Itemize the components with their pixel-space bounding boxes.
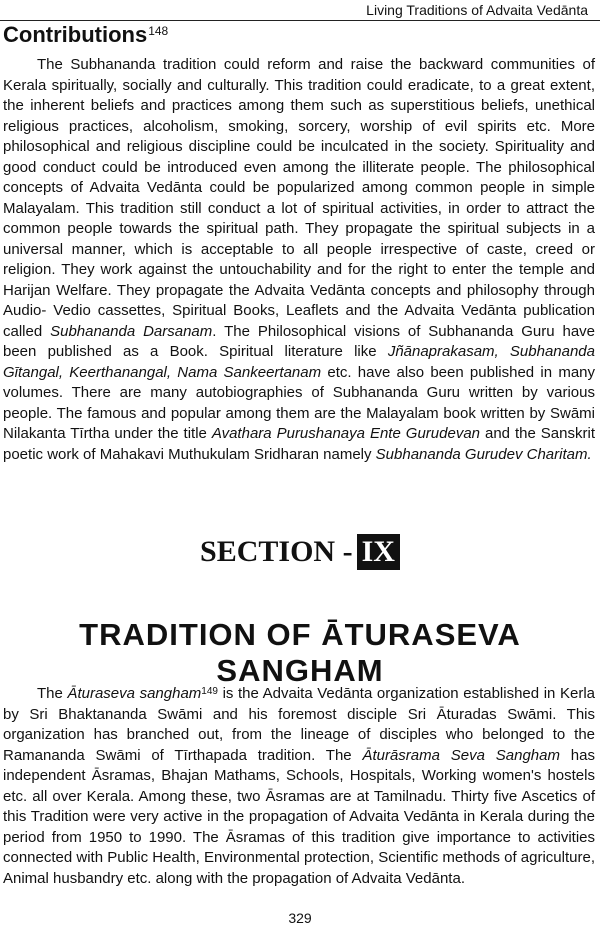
para2-text-2: is the Advaita Vedānta organization established in Kerla by Sri Bhaktananda Swāmi and his foremost disciple Sri Āturadas Swāmi. This organization has branched out, from the lineage of disciples who belonged to the Ramananda Swāmi of Tīrthapada tradition. The [3,685,595,764]
paragraph-contributions [3,55,595,465]
heading-text: Contributions [3,22,148,47]
para1-italic-2: Jñānaprakasam, Subhananda Gītangal, Keerthanangal, Nama Sankeertanam [3,343,595,381]
para1-text-1: The Subhananda tradition could reform and raise the backward communities of Kerala spiritually, socially and culturally. This tradition could eradicate, to a great extent, the inherent beliefs and practices among them such as superstitious beliefs, unethical religious practices, alcoholism, smoking, sorcery, worship of evil spirits etc. More philosophical and religious discipline could be inculcated in the society. Spirituality and good conduct could be introduced even among the illiterate people. The philosophical concepts of Advaita Vedānta could be popularized among common people in simple Malayalam. This tradition still conduct a lot of spiritual activities, in order to attract the common people towards the spiritual path. They propagate the spiritual subjects in a universal manner, which is acceptable to all people irrespective of caste, creed or religion. They work against the untouchability and for the right to enter the temple and Harijan Welfare. They propagate the Advaita Vedānta concepts and philosophy through Audio- Vedio cassettes, Spiritual Books, Leaflets and the Advaita Vedānta publication called [3,56,595,340]
footnote-ref: 149 [201,686,218,697]
para1-text-4: and the Sanskrit poetic work of Mahakavi Muthukulam Sridharan namely [3,425,595,463]
para1-italic-4: Subhananda Gurudev Charitam. [375,445,592,463]
para1-italic-1: Subhananda Darsanam [50,322,213,340]
chapter-title: TRADITION OF ĀTURASEVA SANGHAM [79,617,521,688]
para2-italic-2: Āturāsrama Seva Sangham [362,746,560,764]
para2-text-3: has independent Āsramas, Bhajan Mathams, Schools, Hospitals, Working women's hostels etc. all over Kerala. Among these, two Āsramas are at Tamilnadu. Thirty five Ascetics of this Tradition were very active in the propagation of Advaita Vedānta in Kerala during the period from 1950 to 1990. The Āsramas of this tradition give importance to activities connected with Public Health, Environmental protection, Scientific methods of agriculture, Animal husbandry etc. along with the propagation of Advaita Vedānta. [3,746,595,887]
section-heading [3,22,168,48]
section-label [0,534,600,570]
page-number: 329 [288,910,312,926]
header-rule [0,20,600,21]
para1-text-2: . The Philosophical visions of Subhananda Guru have been published as a Book. Spiritual literature like [3,322,596,360]
paragraph-aturaseva [3,684,595,889]
footnote-ref: 148 [148,24,169,38]
para1-italic-3: Avathara Purushanaya Ente Gurudevan [211,425,481,442]
para2-text-1: The [37,685,68,702]
running-header-title: Living Traditions of Advaita Vedānta [366,2,588,18]
para2-italic-1: Āturaseva sangham [67,685,202,702]
running-header [0,0,600,22]
section-number-box: IX [357,534,400,570]
section-label-text: SECTION - [200,535,353,568]
para1-text-3: etc. have also been published in many volumes. There are many autobiographies of Subhananda Guru written by various people. The famous and popular among them are the Malayalam book written by Swāmi Nilakanta Tīrtha under the title [3,363,596,442]
